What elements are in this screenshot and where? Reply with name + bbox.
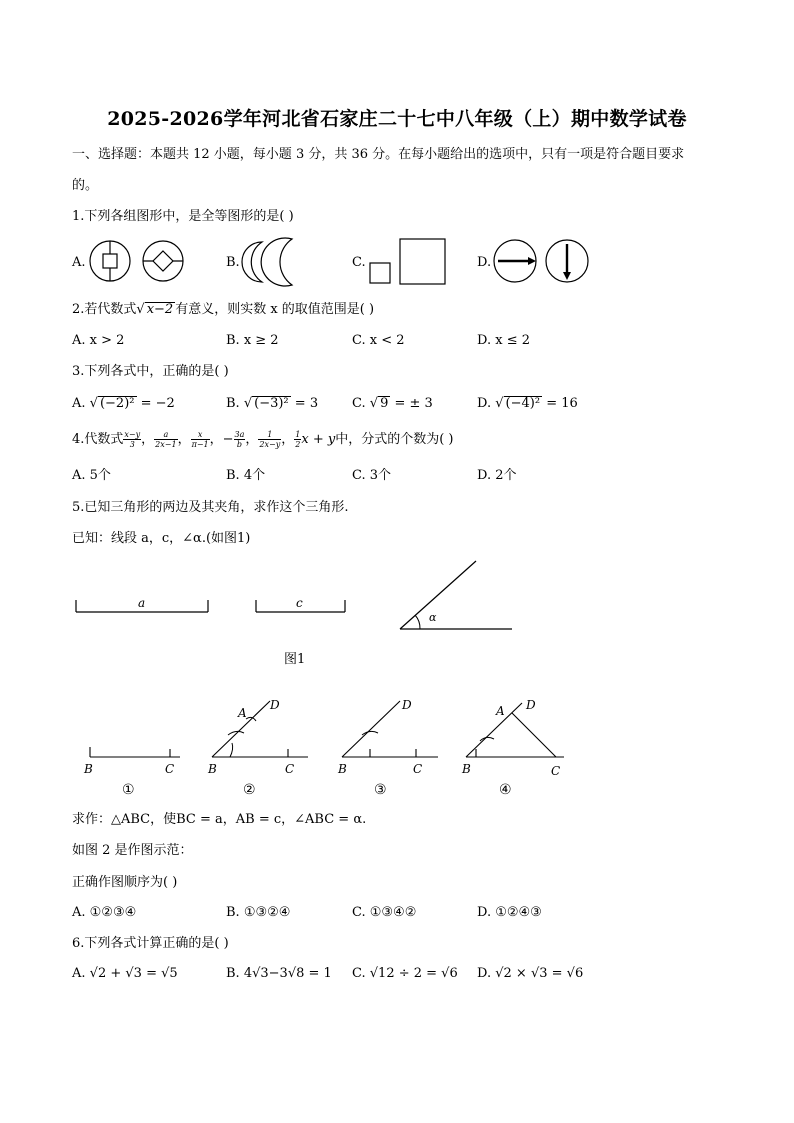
q3-option-d-label: D. xyxy=(477,396,492,411)
fig2-step4-label-a: A xyxy=(496,704,505,718)
q6-option-a xyxy=(72,965,178,983)
q1-option-d-figure xyxy=(492,238,592,284)
q6-option-b-label: B. xyxy=(226,966,240,981)
q4-tail: x + y xyxy=(301,432,336,447)
segment-c-label: c xyxy=(296,596,303,610)
q4-fraction-numerator: 3a xyxy=(234,430,245,439)
figure-1-caption: 图1 xyxy=(284,652,306,667)
q4-fraction-numerator: x−y xyxy=(124,430,141,439)
q3-option-b xyxy=(226,395,318,413)
q2-radicand: x−2 xyxy=(146,302,174,317)
q1-option-c-label: C. xyxy=(352,255,366,270)
q2-option-a: A. x > 2 xyxy=(72,333,125,348)
fig2-step4-number: ④ xyxy=(499,782,512,798)
sqrt-sign: √ xyxy=(495,396,504,411)
q4-fraction xyxy=(258,430,281,449)
fig2-step2-label-d: D xyxy=(270,698,280,712)
q6-option-b xyxy=(226,965,332,983)
q2-stem-prefix: 2.若代数式 xyxy=(72,302,137,317)
fig2-step3-number: ③ xyxy=(374,782,387,798)
q4-frac-separator: ， xyxy=(245,432,259,447)
q6-option-c-expr: √12 ÷ 2 = √6 xyxy=(369,966,458,981)
q3-option-b-label: B. xyxy=(226,396,240,411)
fig2-step2-label-b: B xyxy=(208,762,217,776)
q4-fraction xyxy=(123,430,141,449)
section-heading-cont: 的。 xyxy=(72,178,99,193)
fig2-step2-label-a: A xyxy=(238,706,247,720)
fig2-step1-number: ① xyxy=(122,782,135,798)
q4-frac-separator: ，− xyxy=(209,432,234,447)
q6-option-b-expr: 4√3−3√8 = 1 xyxy=(243,966,332,981)
q1-stem: 1.下列各组图形中，是全等图形的是( ) xyxy=(72,209,294,224)
q3-stem: 3.下列各式中，正确的是( ) xyxy=(72,364,229,379)
q2-option-c: C. x < 2 xyxy=(352,333,405,348)
q3-option-d-radicand: (−4)² xyxy=(505,396,541,411)
sqrt-sign: √ xyxy=(243,396,253,411)
q4-frac-separator: ， xyxy=(141,432,155,447)
q2-stem-suffix: 有意义，则实数 x 的取值范围是( ) xyxy=(175,302,375,317)
q4-fraction xyxy=(234,430,246,449)
fig2-step3-label-d: D xyxy=(402,698,412,712)
q4-fraction xyxy=(154,430,177,449)
q3-option-d xyxy=(477,395,578,413)
q1-option-b-label: B. xyxy=(226,255,240,270)
q2-option-d: D. x ≤ 2 xyxy=(477,333,530,348)
q4-fractions xyxy=(123,432,301,447)
q3-option-a-label: A. xyxy=(72,396,86,411)
q4-fraction-denominator: π−1 xyxy=(191,440,209,449)
q1-option-b-figure xyxy=(240,237,300,287)
fig2-step3-label-c: C xyxy=(413,762,423,776)
fig2-step2-number: ② xyxy=(243,782,256,798)
q4-fraction-denominator: 2x−1 xyxy=(155,440,177,449)
figure-2 xyxy=(80,693,580,803)
fig2-step1-label-b: B xyxy=(84,762,93,776)
q6-stem: 6.下列各式计算正确的是( ) xyxy=(72,936,229,951)
q5-demo: 如图 2 是作图示范： xyxy=(72,843,193,858)
q4-fraction-denominator: 2 xyxy=(295,440,301,449)
q4-fraction-numerator: a xyxy=(154,430,177,440)
q4-frac-separator: ， xyxy=(177,432,191,447)
q6-option-d-expr: √2 × √3 = √6 xyxy=(495,966,584,981)
fig2-step4-label-b: B xyxy=(462,762,471,776)
segment-a-label: a xyxy=(138,596,146,610)
q4-fraction-denominator: b xyxy=(236,440,243,449)
q4-fraction-denominator: 3 xyxy=(129,440,135,449)
q3-option-c-label: C. xyxy=(352,396,366,411)
q5-stem: 5.已知三角形的两边及其夹角，求作这个三角形. xyxy=(72,500,349,515)
q5-option-a: A. ①②③④ xyxy=(72,905,137,920)
q4-fraction-numerator: 1 xyxy=(258,430,281,440)
q6-option-c-label: C. xyxy=(352,966,366,981)
q4-fraction-denominator: 2x−y xyxy=(259,440,281,449)
q4-option-c: C. 3个 xyxy=(352,468,392,483)
sqrt-sign: √ xyxy=(136,302,145,317)
q5-given: 已知：线段 a，c，∠α.(如图1) xyxy=(72,531,251,546)
q4-stem-suffix: 中，分式的个数为( ) xyxy=(335,432,454,447)
q4-option-a: A. 5个 xyxy=(72,468,111,483)
q2-option-b: B. x ≥ 2 xyxy=(226,333,279,348)
q5-option-d: D. ①②④③ xyxy=(477,905,542,920)
q4-option-d: D. 2个 xyxy=(477,468,517,483)
fig2-step4-label-c: C xyxy=(551,764,561,778)
q3-option-c-rest: = ± 3 xyxy=(390,396,433,411)
q5-option-c: C. ①③④② xyxy=(352,905,417,920)
q4-stem-prefix: 4.代数式 xyxy=(72,432,124,447)
q5-order: 正确作图顺序为( ) xyxy=(72,875,178,890)
q1-option-c-figure xyxy=(368,237,450,287)
q3-option-b-rest: = 3 xyxy=(290,396,319,411)
q1-option-a-label: A. xyxy=(72,255,86,270)
page-title: 2025-2026学年河北省石家庄二十七中八年级（上）期中数学试卷 xyxy=(107,108,687,130)
q1-option-a-figure xyxy=(88,238,188,284)
q4-frac-separator: ， xyxy=(281,432,295,447)
q1-option-d-label: D. xyxy=(477,255,492,270)
fig2-step1-label-c: C xyxy=(165,762,175,776)
q3-option-c-radicand: 9 xyxy=(380,396,389,411)
q5-construct: 求作：△ABC，使BC = a，AB = c，∠ABC = α. xyxy=(72,812,367,827)
q6-option-d-label: D. xyxy=(477,966,492,981)
section-heading: 一、选择题：本题共 12 小题，每小题 3 分，共 36 分。在每小题给出的选项中，只有一项是符合题目要求 xyxy=(72,147,685,162)
q4-fraction-numerator: 1 xyxy=(295,430,301,439)
q3-option-a-radicand: (−2)² xyxy=(99,396,135,411)
q3-option-d-rest: = 16 xyxy=(542,396,578,411)
q6-option-a-expr: √2 + √3 = √5 xyxy=(89,966,178,981)
q6-option-d xyxy=(477,965,583,983)
q4-fraction xyxy=(191,430,210,449)
fig2-step3-label-b: B xyxy=(338,762,347,776)
q5-option-b: B. ①③②④ xyxy=(226,905,291,920)
q3-option-c xyxy=(352,395,433,413)
sqrt-sign: √ xyxy=(369,396,379,411)
q2-stem xyxy=(72,301,374,319)
fig2-step4-label-d: D xyxy=(526,698,536,712)
q4-stem xyxy=(72,430,453,449)
q4-option-b: B. 4个 xyxy=(226,468,266,483)
fig2-step2-label-c: C xyxy=(285,762,295,776)
angle-ray-2 xyxy=(400,561,476,629)
q3-option-a xyxy=(72,395,175,413)
q3-option-b-radicand: (−3)² xyxy=(254,396,289,411)
q4-fraction-numerator: x xyxy=(191,430,210,440)
sqrt-sign: √ xyxy=(89,396,98,411)
q6-option-c xyxy=(352,965,458,983)
angle-alpha-label: α xyxy=(429,611,437,624)
q3-option-a-rest: = −2 xyxy=(136,396,175,411)
q6-option-a-label: A. xyxy=(72,966,86,981)
